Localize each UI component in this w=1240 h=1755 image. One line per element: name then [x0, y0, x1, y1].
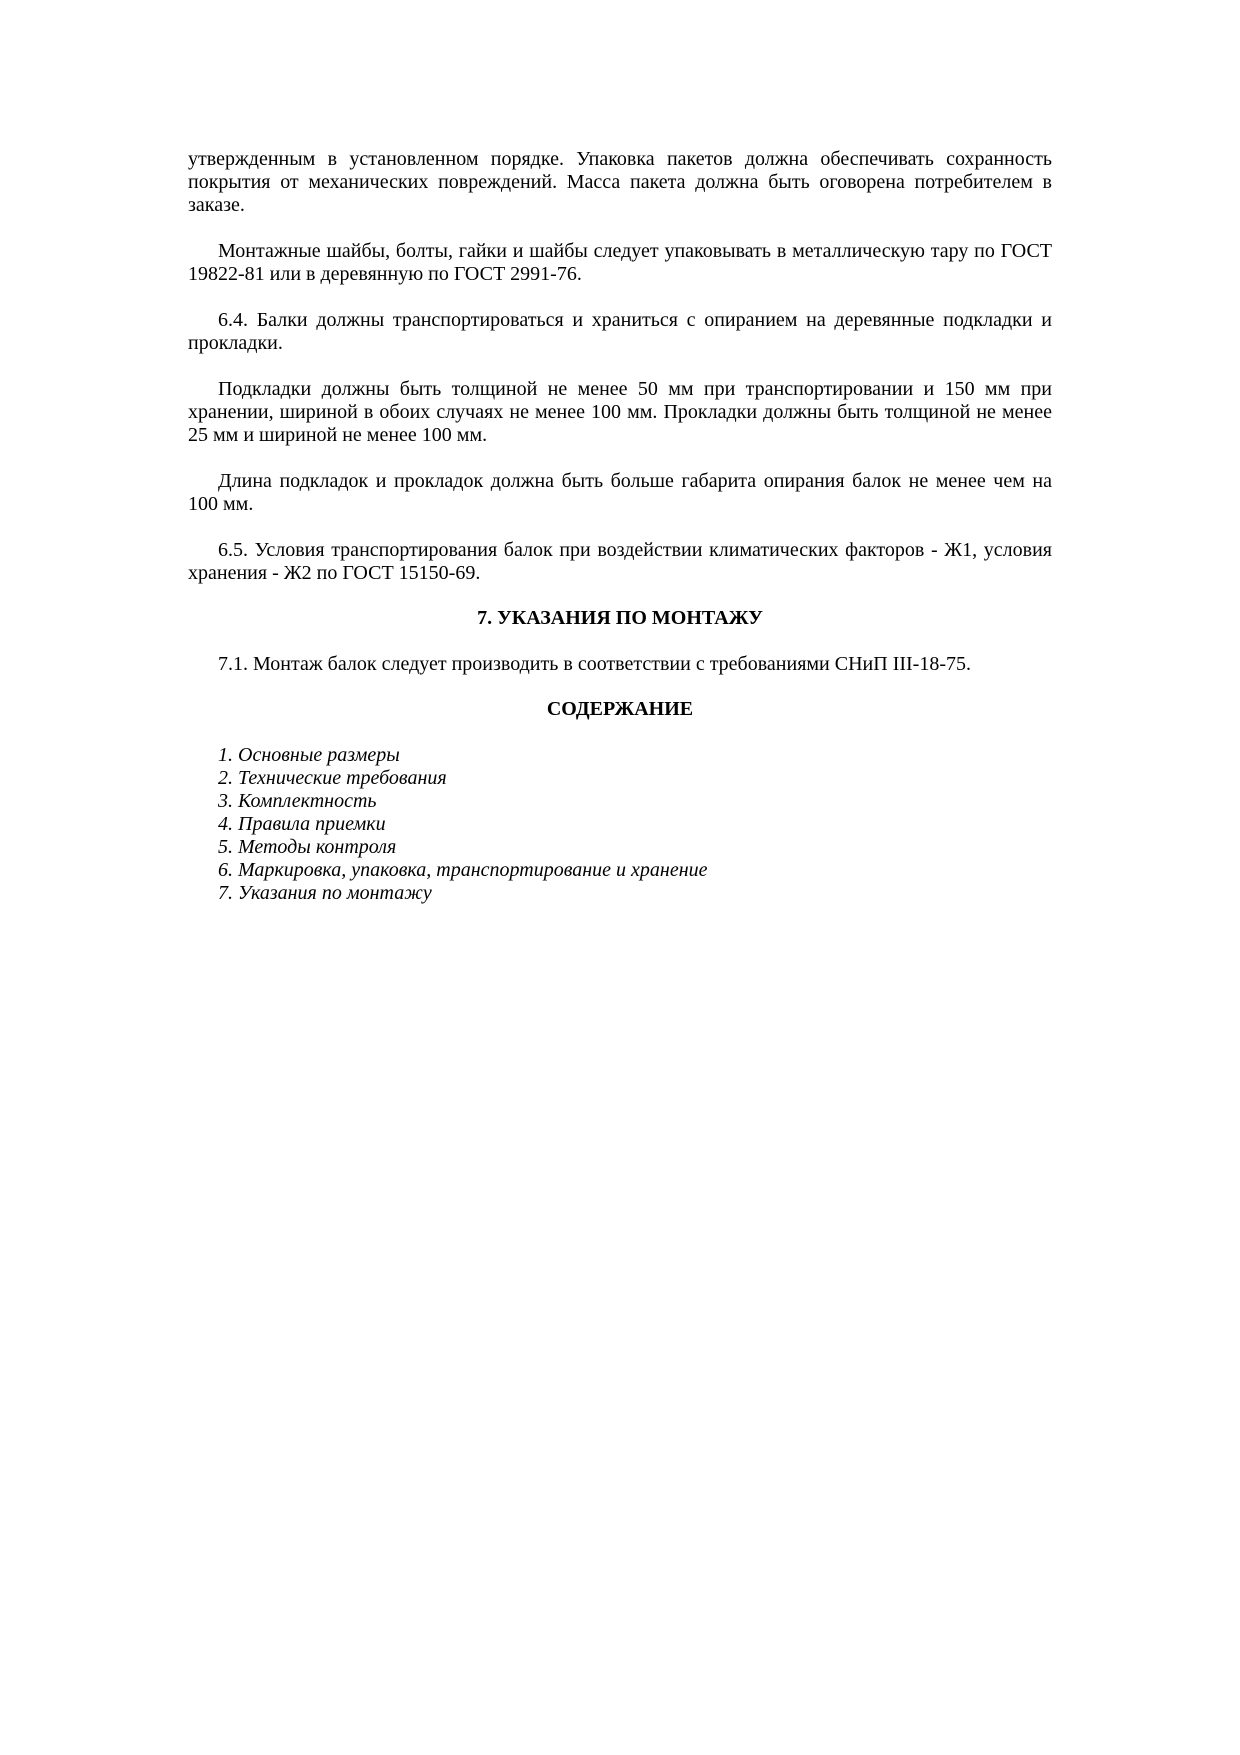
contents-list	[188, 744, 1052, 905]
contents-item: 1. Основные размеры	[218, 744, 400, 766]
paragraph-support-length: Длина подкладок и прокладок должна быть больше габарита опирания балок не менее чем на 100 мм.	[188, 470, 1052, 515]
contents-item: 5. Методы контроля	[218, 836, 397, 858]
paragraph-packaging-continued: утвержденным в установленном порядке. Упаковка пакетов должна обеспечивать сохранность покрытия от механических повреждений. Масса пакета должна быть оговорена потребителем в заказе.	[188, 148, 1052, 216]
contents-item: 2. Технические требования	[218, 767, 447, 789]
paragraph-6-4: 6.4. Балки должны транспортироваться и храниться с опиранием на деревянные подкладки и прокладки.	[188, 309, 1052, 354]
section-7-heading: 7. УКАЗАНИЯ ПО МОНТАЖУ	[477, 607, 763, 629]
paragraph-supports: Подкладки должны быть толщиной не менее 50 мм при транспортировании и 150 мм при хранении, шириной в обоих случаях не менее 100 мм. Прокладки должны быть толщиной не менее 25 мм и шириной не менее 100 мм.	[188, 378, 1052, 446]
contents-item: 6. Маркировка, упаковка, транспортирование и хранение	[218, 859, 708, 881]
contents-item: 4. Правила приемки	[218, 813, 386, 835]
paragraph-7-1: 7.1. Монтаж балок следует производить в соответствии с требованиями СНиП III-18-75.	[218, 653, 971, 675]
paragraph-6-5: 6.5. Условия транспортирования балок при воздействии климатических факторов - Ж1, условия хранения - Ж2 по ГОСТ 15150-69.	[188, 539, 1052, 584]
paragraph-mounting-washers: Монтажные шайбы, болты, гайки и шайбы следует упаковывать в металлическую тару по ГОСТ 19822-81 или в деревянную по ГОСТ 2991-76.	[188, 240, 1052, 285]
contents-item: 7. Указания по монтажу	[218, 882, 432, 904]
document-page	[188, 148, 1052, 905]
contents-item: 3. Комплектность	[218, 790, 377, 812]
contents-heading: СОДЕРЖАНИЕ	[546, 698, 694, 720]
